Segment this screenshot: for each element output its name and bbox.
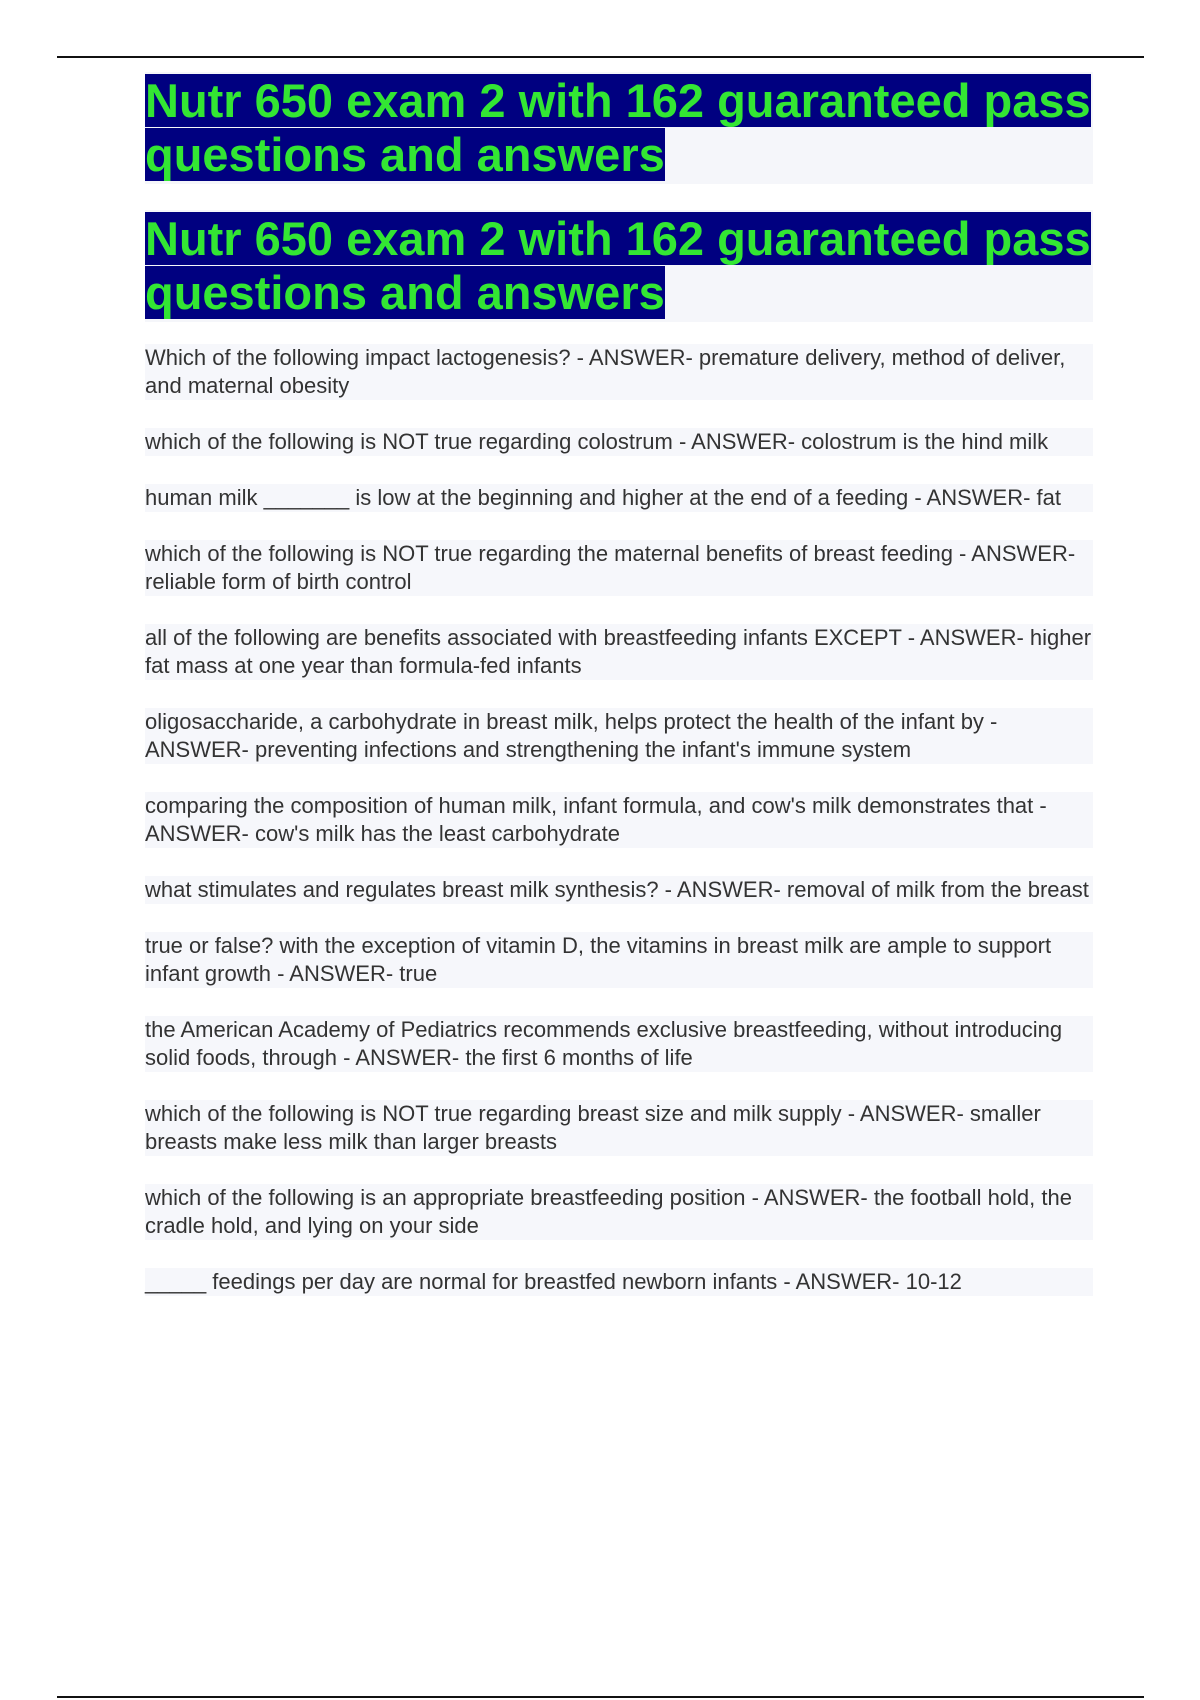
title-block-1	[145, 72, 1093, 184]
qa-item: which of the following is an appropriate breastfeeding position - ANSWER- the football hold, the cradle hold, and lying on your side	[145, 1184, 1093, 1240]
qa-item: Which of the following impact lactogenesis? - ANSWER- premature delivery, method of deliver, and maternal obesity	[145, 344, 1093, 400]
document-title: Nutr 650 exam 2 with 162 guaranteed pass questions and answers	[145, 74, 1091, 181]
qa-item: human milk _______ is low at the beginning and higher at the end of a feeding - ANSWER- fat	[145, 484, 1093, 512]
title-block-2	[145, 210, 1093, 322]
qa-list	[145, 344, 1093, 1296]
qa-item: oligosaccharide, a carbohydrate in breast milk, helps protect the health of the infant by - ANSWER- preventing infections and strengthening the infant's immune system	[145, 708, 1093, 764]
top-rule	[57, 56, 1144, 58]
qa-item: all of the following are benefits associated with breastfeeding infants EXCEPT - ANSWER- higher fat mass at one year than formula-fed infants	[145, 625, 1092, 678]
qa-item: what stimulates and regulates breast milk synthesis? - ANSWER- removal of milk from the breast	[145, 876, 1093, 904]
qa-item: which of the following is NOT true regarding the maternal benefits of breast feeding - ANSWER- reliable form of birth control	[145, 540, 1093, 596]
qa-item: the American Academy of Pediatrics recommends exclusive breastfeeding, without introducing solid foods, through - ANSWER- the first 6 months of life	[145, 1016, 1093, 1072]
qa-item: which of the following is NOT true regarding breast size and milk supply - ANSWER- smaller breasts make less milk than larger breasts	[145, 1100, 1093, 1156]
document-title-repeat: Nutr 650 exam 2 with 162 guaranteed pass questions and answers	[145, 212, 1091, 319]
qa-item: _____ feedings per day are normal for breastfed newborn infants - ANSWER- 10-12	[145, 1268, 1093, 1296]
bottom-rule	[57, 1696, 1144, 1698]
qa-item: comparing the composition of human milk, infant formula, and cow's milk demonstrates that - ANSWER- cow's milk has the least carbohydrate	[145, 792, 1093, 848]
qa-item: true or false? with the exception of vitamin D, the vitamins in breast milk are ample to support infant growth - ANSWER- true	[145, 932, 1093, 988]
qa-item: which of the following is NOT true regarding colostrum - ANSWER- colostrum is the hind milk	[145, 428, 1093, 456]
page-content	[145, 72, 1093, 1324]
